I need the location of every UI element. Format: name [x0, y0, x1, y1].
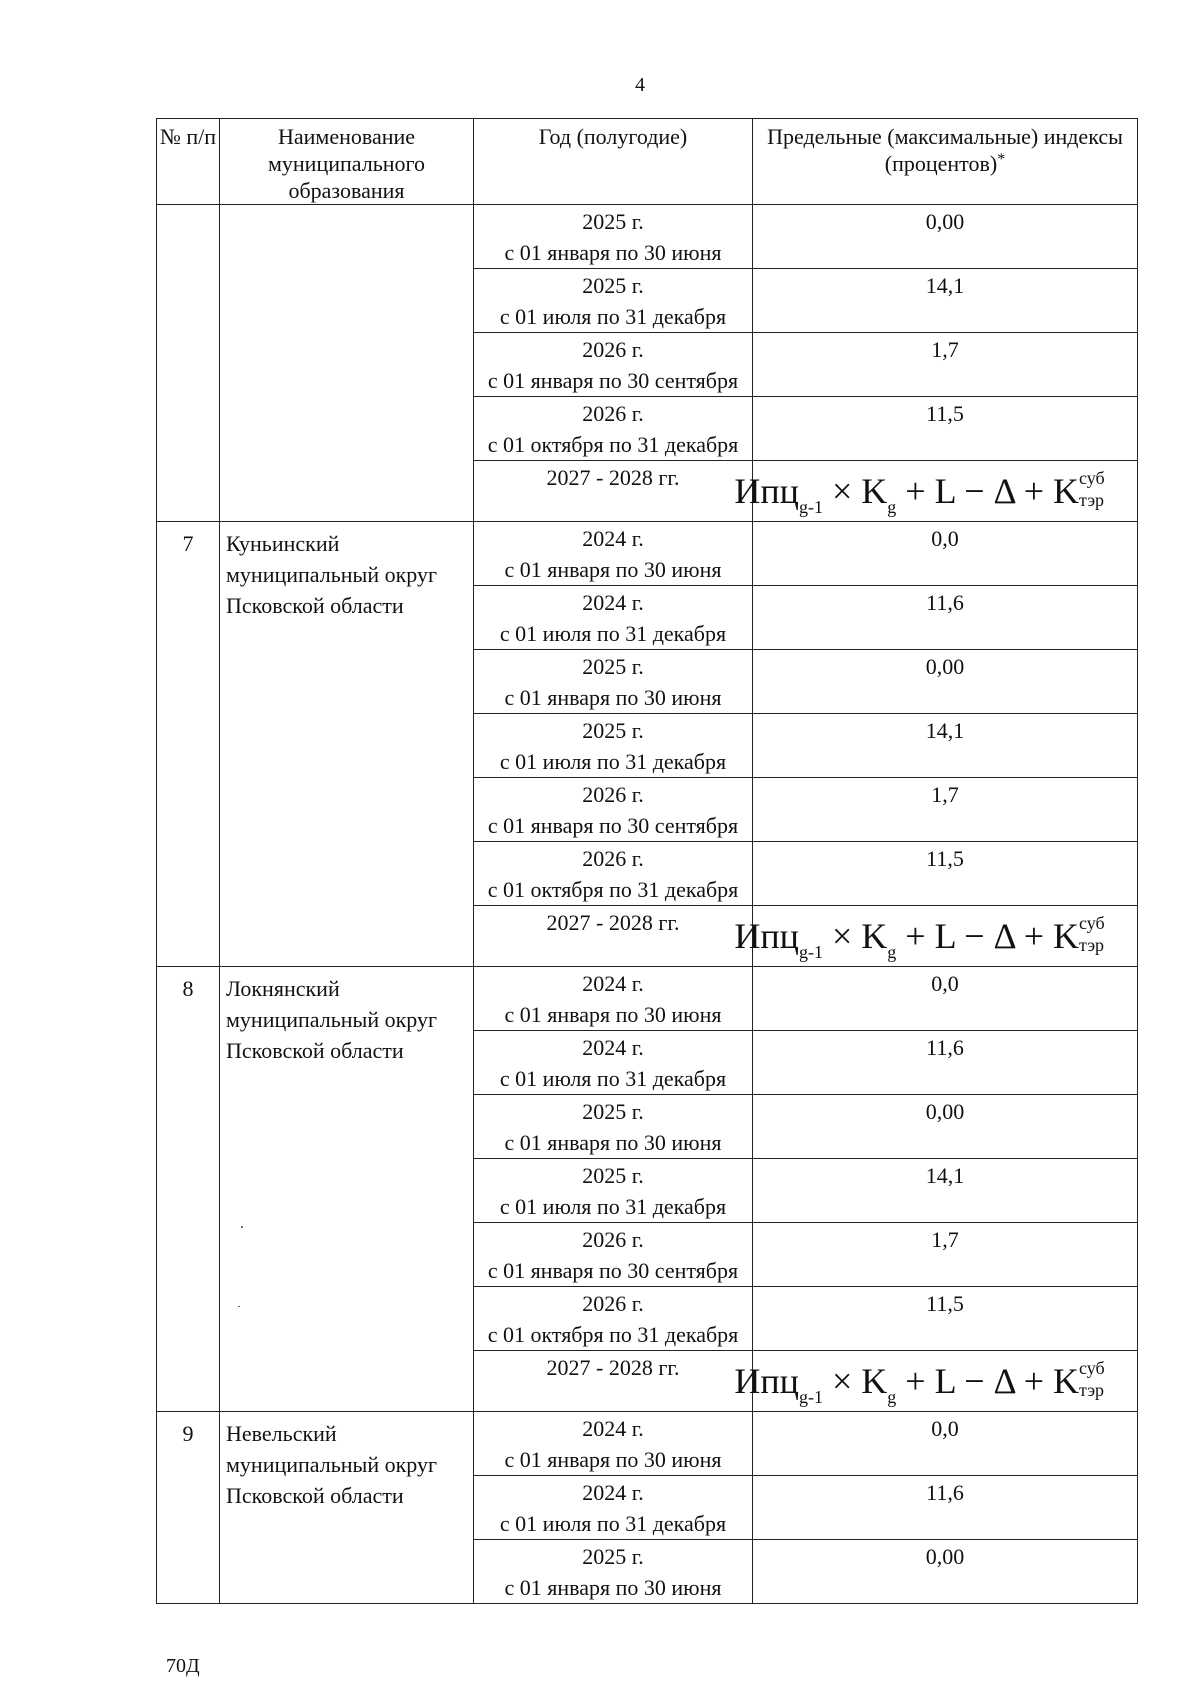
period-cell — [474, 1223, 753, 1287]
period-label: с 01 января по 30 июня — [504, 1575, 722, 1600]
period-label: с 01 июля по 31 декабря — [499, 749, 727, 774]
period-cell — [474, 714, 753, 778]
period-label: с 01 июля по 31 декабря — [499, 1511, 727, 1536]
index-value: 11,6 — [753, 1031, 1138, 1095]
period-label: с 01 октября по 31 декабря — [487, 877, 739, 902]
header-name: Наименование муниципального образования — [220, 119, 474, 205]
row-number: 9 — [157, 1412, 220, 1604]
period-label: с 01 октября по 31 декабря — [487, 432, 739, 457]
period-label: с 01 января по 30 сентября — [487, 1258, 739, 1283]
period-label: с 01 июля по 31 декабря — [499, 304, 727, 329]
year-label: 2025 г. — [582, 273, 644, 298]
period-cell — [474, 1287, 753, 1351]
scan-speck — [241, 1226, 243, 1228]
period-cell — [474, 778, 753, 842]
index-value: 0,0 — [753, 1412, 1138, 1476]
row-number — [157, 205, 220, 522]
municipality-name: Локнянский муниципальный округ Псковской области — [220, 967, 474, 1412]
row-number: 8 — [157, 967, 220, 1412]
index-value: 14,1 — [753, 1159, 1138, 1223]
index-value: 11,5 — [753, 842, 1138, 906]
index-value: 0,00 — [753, 205, 1138, 269]
year-label: 2025 г. — [582, 718, 644, 743]
scan-speck — [238, 1306, 240, 1307]
period-label: с 01 января по 30 июня — [504, 240, 722, 265]
table-row — [157, 205, 1138, 269]
period-cell — [474, 1476, 753, 1540]
period-cell — [474, 1412, 753, 1476]
period-cell — [474, 906, 753, 967]
period-label: с 01 января по 30 июня — [504, 1002, 722, 1027]
page-number: 4 — [635, 74, 645, 96]
year-label: 2027 - 2028 гг. — [546, 1355, 680, 1380]
municipality-name: Куньинский муниципальный округ Псковской области — [220, 522, 474, 967]
index-formula-cell — [734, 906, 1138, 967]
year-label: 2025 г. — [582, 1544, 644, 1569]
municipality-name — [220, 205, 474, 522]
period-cell — [474, 522, 753, 586]
period-cell — [474, 842, 753, 906]
year-label: 2027 - 2028 гг. — [546, 465, 680, 490]
period-label: с 01 января по 30 июня — [504, 685, 722, 710]
year-label: 2025 г. — [582, 209, 644, 234]
year-label: 2027 - 2028 гг. — [546, 910, 680, 935]
index-value: 11,6 — [753, 1476, 1138, 1540]
period-label: с 01 января по 30 сентября — [487, 813, 739, 838]
tariff-index-table — [156, 118, 1138, 1604]
row-number: 7 — [157, 522, 220, 967]
year-label: 2026 г. — [582, 401, 644, 426]
index-value: 0,00 — [753, 650, 1138, 714]
period-cell — [474, 397, 753, 461]
period-cell — [474, 205, 753, 269]
index-value: 0,0 — [753, 522, 1138, 586]
table-row — [157, 1412, 1138, 1476]
table-header-row — [157, 119, 1138, 205]
period-label: с 01 июля по 31 декабря — [499, 1194, 727, 1219]
year-label: 2024 г. — [582, 971, 644, 996]
year-label: 2026 г. — [582, 337, 644, 362]
table-row — [157, 967, 1138, 1031]
index-formula-cell — [734, 1351, 1138, 1412]
index-value: 14,1 — [753, 269, 1138, 333]
index-value: 11,5 — [753, 397, 1138, 461]
year-label: 2024 г. — [582, 1035, 644, 1060]
period-cell — [474, 1031, 753, 1095]
period-cell — [474, 967, 753, 1031]
year-label: 2025 г. — [582, 654, 644, 679]
period-cell — [474, 650, 753, 714]
period-cell — [474, 461, 753, 522]
municipality-name: Невельский муниципальный округ Псковской области — [220, 1412, 474, 1604]
year-label: 2024 г. — [582, 1480, 644, 1505]
document-code: 70Д — [166, 1655, 200, 1677]
period-cell — [474, 1159, 753, 1223]
year-label: 2026 г. — [582, 1291, 644, 1316]
period-label: с 01 января по 30 июня — [504, 1130, 722, 1155]
period-cell — [474, 1351, 753, 1412]
year-label: 2025 г. — [582, 1163, 644, 1188]
index-value: 1,7 — [753, 333, 1138, 397]
period-label: с 01 января по 30 июня — [504, 557, 722, 582]
index-value: 1,7 — [753, 778, 1138, 842]
period-label: с 01 июля по 31 декабря — [499, 1066, 727, 1091]
index-value: 11,6 — [753, 586, 1138, 650]
year-label: 2026 г. — [582, 782, 644, 807]
index-formula: $Ипц_{g-1} \times K_g + L - \Delta + K$ суб тэр — [734, 913, 1105, 962]
period-label: с 01 января по 30 сентября — [487, 368, 739, 393]
index-value: 1,7 — [753, 1223, 1138, 1287]
year-label: 2026 г. — [582, 846, 644, 871]
period-label: с 01 января по 30 июня — [504, 1447, 722, 1472]
year-label: 2024 г. — [582, 590, 644, 615]
period-label: с 01 октября по 31 декабря — [487, 1322, 739, 1347]
year-label: 2024 г. — [582, 1416, 644, 1441]
period-label: с 01 июля по 31 декабря — [499, 621, 727, 646]
header-num: № п/п — [157, 119, 220, 205]
period-cell — [474, 333, 753, 397]
index-value: 11,5 — [753, 1287, 1138, 1351]
year-label: 2026 г. — [582, 1227, 644, 1252]
index-formula-cell — [734, 461, 1138, 522]
period-cell — [474, 1095, 753, 1159]
index-value: 0,00 — [753, 1540, 1138, 1604]
year-label: 2025 г. — [582, 1099, 644, 1124]
index-formula: $Ипц_{g-1} \times K_g + L - \Delta + K$ суб тэр — [734, 1358, 1105, 1407]
index-formula: $Ипц_{g-1} \times K_g + L - \Delta + K$ суб тэр — [734, 468, 1105, 517]
index-value: 0,00 — [753, 1095, 1138, 1159]
index-value: 0,0 — [753, 967, 1138, 1031]
index-value: 14,1 — [753, 714, 1138, 778]
period-cell — [474, 269, 753, 333]
period-cell — [474, 586, 753, 650]
header-year: Год (полугодие) — [474, 119, 753, 205]
table-row — [157, 522, 1138, 586]
header-index: Предельные (максимальные) индексы (процентов)* — [753, 119, 1138, 205]
year-label: 2024 г. — [582, 526, 644, 551]
period-cell — [474, 1540, 753, 1604]
